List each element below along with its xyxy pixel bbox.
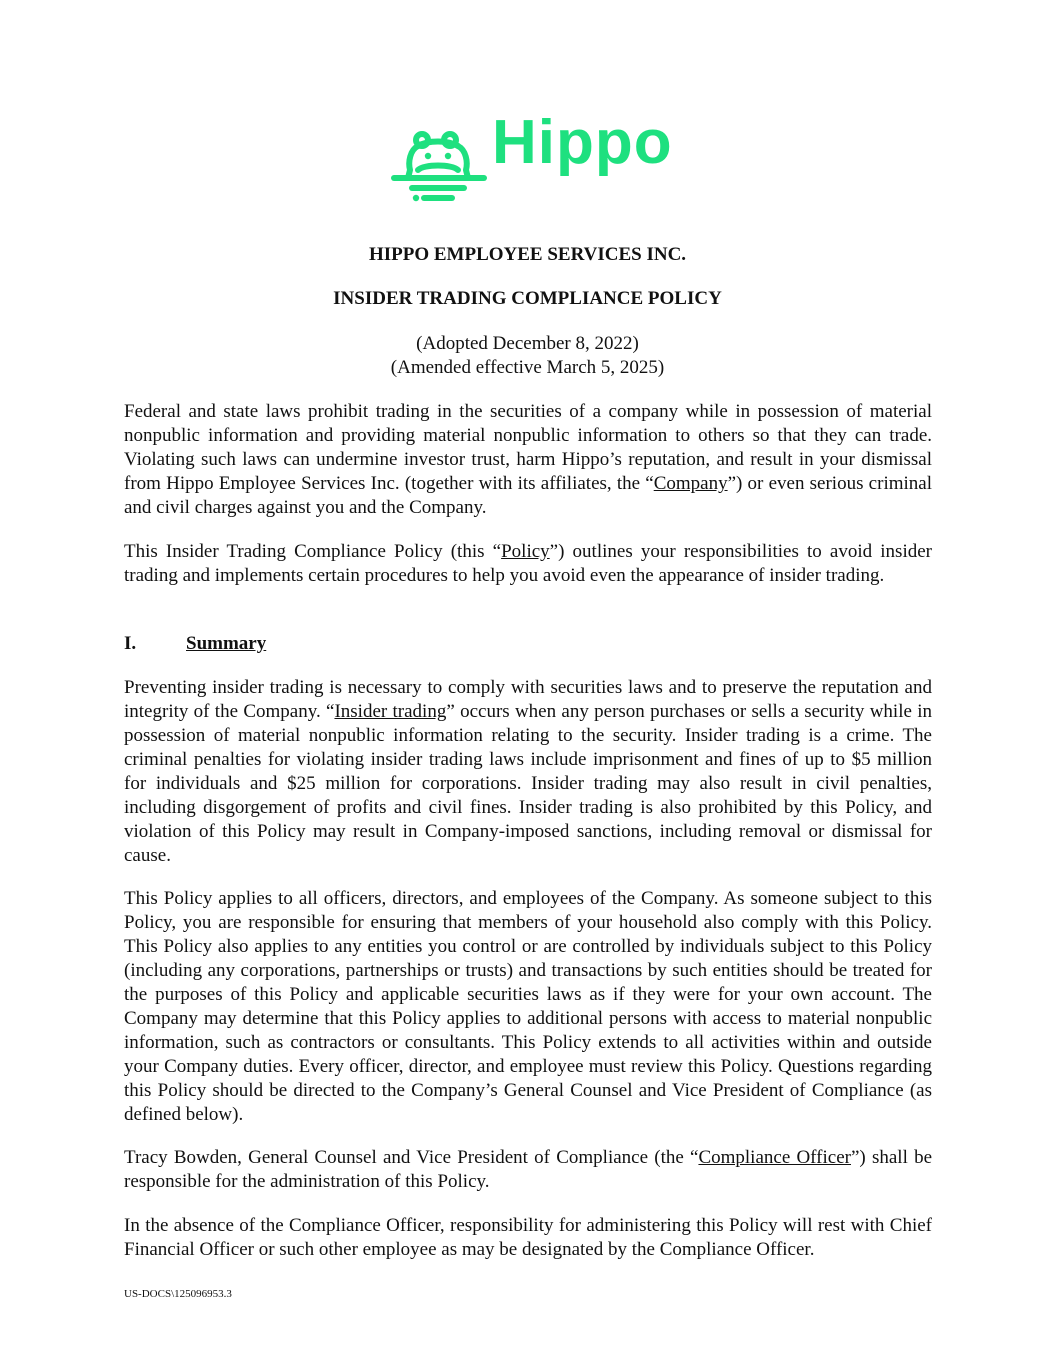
- adopted-date: (Adopted December 8, 2022): [416, 333, 639, 354]
- defined-term-policy: Policy: [501, 541, 550, 562]
- company-logo: [388, 108, 673, 208]
- brand-wordmark: Hippo: [492, 108, 673, 177]
- hippo-icon: [388, 120, 488, 208]
- section-title: Summary: [186, 633, 267, 654]
- summary-paragraph-1: Preventing insider trading is necessary to comply with securities laws and to preserve the reputation and integrity of the Company. “Insider trading” occurs when any person purchases or sells a security while in possession of material nonpublic information relating to the security. Insider trading is a crime. The criminal penalties for violating insider trading laws include imprisonment and fines of up to $5 million for individuals and $25 million for corporations. Insider trading may also result in civil penalties, including disgorgement of profits and civil fines. Insider trading is also prohibited by this Policy, and violation of this Policy may result in Company-imposed sanctions, including removal or dismissal for cause.: [124, 677, 933, 866]
- company-name: HIPPO EMPLOYEE SERVICES INC.: [368, 244, 687, 265]
- summary-paragraph-2: This Policy applies to all officers, directors, and employees of the Company. As someone subject to this Policy, you are responsible for ensuring that members of your household also comply with this Policy. This Policy also applies to any entities you control or are controlled by individuals subject to this Policy (including any corporations, partnerships or trusts) and transactions by such entities should be treated for the purposes of this Policy and applicable securities laws as if they were for your own account. The Company may determine that this Policy applies to additional persons with access to material nonpublic information, such as contractors or consultants. This Policy extends to all activities within and outside your Company duties. Every officer, director, and employee must review this Policy. Questions regarding this Policy should be directed to the Company’s General Counsel and Vice President of Compliance (as defined below).: [124, 888, 932, 1125]
- defined-term-compliance-officer: Compliance Officer: [698, 1147, 851, 1168]
- intro-paragraph-1: Federal and state laws prohibit trading in the securities of a company while in possession of material nonpublic information and providing material nonpublic information to others so that they can trade. Violating such laws can undermine investor trust, harm Hippo’s reputation, and result in your dismissal from Hippo Employee Services Inc. (together with its affiliates, the “Company”) or even serious criminal and civil charges against you and the Company.: [124, 401, 932, 518]
- intro-paragraph-2: This Insider Trading Compliance Policy (this “Policy”) outlines your responsibilities to avoid insider trading and implements certain procedures to help you avoid even the appearance of insider trading.: [124, 541, 932, 586]
- summary-paragraph-3: Tracy Bowden, General Counsel and Vice President of Compliance (the “Compliance Officer”) shall be responsible for the administration of this Policy.: [124, 1147, 932, 1192]
- defined-term-company: Company: [653, 473, 728, 494]
- section-number: I.: [124, 633, 137, 654]
- amended-date: (Amended effective March 5, 2025): [390, 357, 665, 378]
- defined-term-insider-trading: Insider trading: [334, 701, 447, 722]
- summary-paragraph-4: In the absence of the Compliance Officer, responsibility for administering this Policy will rest with Chief Financial Officer or such other employee as may be designated by the Compliance Officer.: [124, 1215, 932, 1260]
- policy-title: INSIDER TRADING COMPLIANCE POLICY: [333, 288, 722, 309]
- section-heading: [124, 632, 266, 656]
- document-id: US-DOCS\125096953.3: [124, 1288, 232, 1300]
